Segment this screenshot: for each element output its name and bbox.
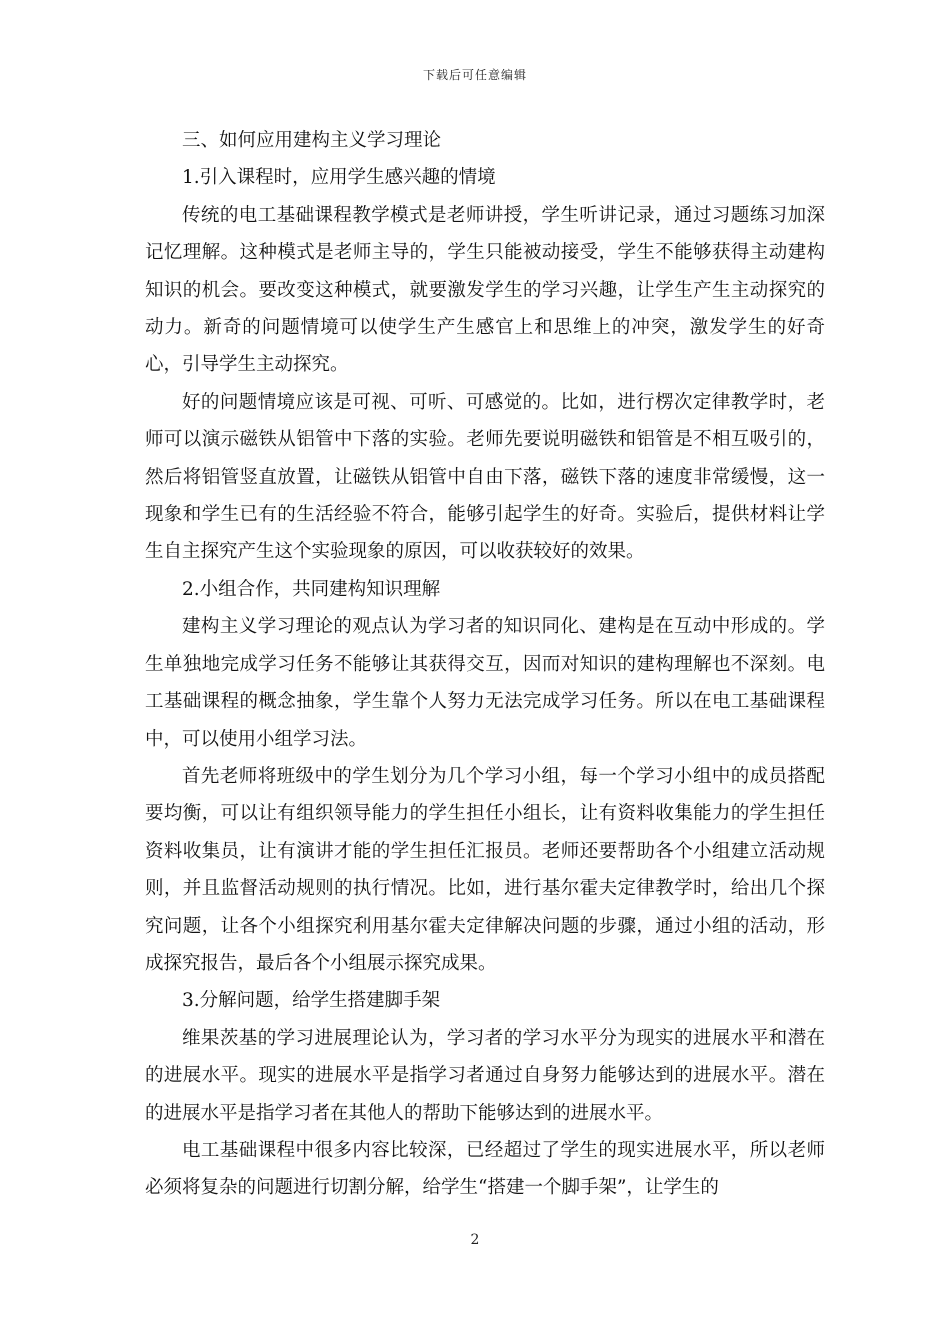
paragraph: 好的问题情境应该是可视、可听、可感觉的。比如，进行楞次定律教学时，老师可以演示磁铁从铝管中下落的实验。老师先要说明磁铁和铝管是不相互吸引的，然后将铝管竖直放置，让磁铁从铝管中自由下落，磁铁下落的速度非常缓慢，这一现象和学生已有的生活经验不符合，能够引起学生的好奇。实验后，提供材料让学生自主探究产生这个实验现象的原因，可以收获较好的效果。 xyxy=(145,391,825,563)
paragraph: 首先老师将班级中的学生划分为几个学习小组，每一个学习小组中的成员搭配要均衡，可以让有组织领导能力的学生担任小组长，让有资料收集能力的学生担任资料收集员，让有演讲才能的学生担任汇报员。老师还要帮助各个小组建立活动规则，并且监督活动规则的执行情况。比如，进行基尔霍夫定律教学时，给出几个探究问题，让各个小组探究利用基尔霍夫定律解决问题的步骤，通过小组的活动，形成探究报告，最后各个小组展示探究成果。 xyxy=(145,765,825,974)
paragraph: 维果茨基的学习进展理论认为，学习者的学习水平分为现实的进展水平和潜在的进展水平。现实的进展水平是指学习者通过自身努力能够达到的进展水平。潜在的进展水平是指学习者在其他人的帮助下能够达到的进展水平。 xyxy=(145,1027,825,1124)
paragraph: 建构主义学习理论的观点认为学习者的知识同化、建构是在互动中形成的。学生单独地完成学习任务不能够让其获得交互，因而对知识的建构理解也不深刻。电工基础课程的概念抽象，学生靠个人努力无法完成学习任务。所以在电工基础课程中，可以使用小组学习法。 xyxy=(145,616,825,750)
subsection-heading-1: 1.引入课程时，应用学生感兴趣的情境 xyxy=(182,167,496,189)
paragraph: 电工基础课程中很多内容比较深，已经超过了学生的现实进展水平，所以老师必须将复杂的问题进行切割分解，给学生“搭建一个脚手架”，让学生的 xyxy=(145,1139,825,1199)
subsection-heading-3: 3.分解问题，给学生搭建脚手架 xyxy=(182,990,441,1012)
document-body xyxy=(145,122,825,1207)
section-heading: 三、如何应用建构主义学习理论 xyxy=(182,130,442,151)
subsection-heading-2: 2.小组合作，共同建构知识理解 xyxy=(182,578,441,600)
paragraph: 传统的电工基础课程教学模式是老师讲授，学生听讲记录，通过习题练习加深记忆理解。这种模式是老师主导的，学生只能被动接受，学生不能够获得主动建构知识的机会。要改变这种模式，就要激发学生的学习兴趣，让学生产生主动探究的动力。新奇的问题情境可以使学生产生感官上和思维上的冲突，激发学生的好奇心，引导学生主动探究。 xyxy=(145,204,825,376)
page-number: 2 xyxy=(470,1232,480,1248)
page-header-note: 下载后可任意编辑 xyxy=(422,68,527,82)
